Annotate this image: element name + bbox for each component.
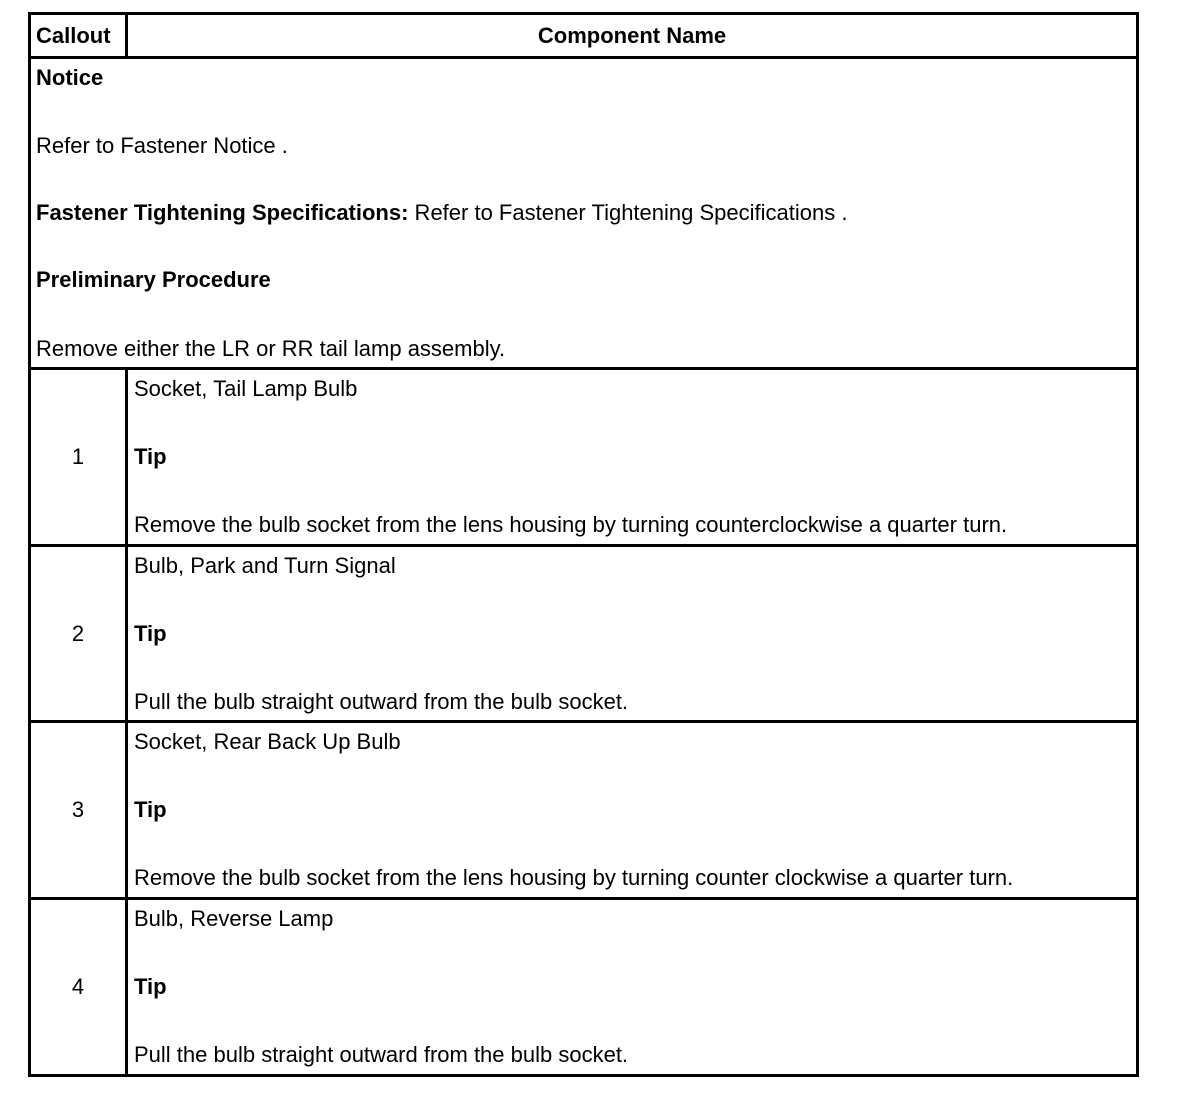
column-divider: [125, 900, 128, 1074]
fastener-spec-line: [36, 200, 847, 226]
tip-label: Tip: [134, 444, 167, 469]
procedure-table: [28, 12, 1139, 1077]
component-name: Socket, Tail Lamp Bulb: [134, 376, 358, 401]
tip-text: Remove the bulb socket from the lens housing by turning counterclockwise a quarter turn.: [134, 512, 1008, 537]
notice-section: [31, 59, 1136, 368]
tip-label: Tip: [134, 797, 167, 822]
header-component-name: Component Name: [537, 23, 727, 48]
tip-label: Tip: [134, 621, 167, 646]
table-row: [31, 900, 1136, 1074]
tip-text: Pull the bulb straight outward from the bulb socket.: [134, 1042, 629, 1067]
column-divider: [125, 370, 128, 544]
tip-label: Tip: [134, 974, 167, 999]
callout-number: 1: [71, 444, 85, 469]
notice-heading: Notice: [36, 65, 104, 90]
header-callout: Callout: [36, 23, 111, 48]
callout-number: 4: [71, 974, 85, 999]
table-row: [31, 547, 1136, 721]
fastener-spec-label: Fastener Tightening Specifications:: [36, 200, 409, 225]
column-divider: [125, 547, 128, 721]
table-header-row: [31, 15, 1136, 57]
table-row: [31, 723, 1136, 897]
fastener-spec-text: Refer to Fastener Tightening Specifications .: [408, 200, 848, 225]
component-name: Socket, Rear Back Up Bulb: [134, 729, 401, 754]
callout-number: 3: [71, 797, 85, 822]
preliminary-procedure-text: Remove either the LR or RR tail lamp assembly.: [36, 336, 506, 361]
notice-text: Refer to Fastener Notice .: [36, 133, 288, 158]
component-name: Bulb, Reverse Lamp: [134, 906, 334, 931]
component-name: Bulb, Park and Turn Signal: [134, 553, 396, 578]
tip-text: Remove the bulb socket from the lens housing by turning counter clockwise a quarter turn.: [134, 865, 1014, 890]
column-divider: [125, 723, 128, 897]
header-column-divider: [125, 15, 128, 57]
tip-text: Pull the bulb straight outward from the bulb socket.: [134, 689, 629, 714]
preliminary-procedure-heading: Preliminary Procedure: [36, 267, 271, 292]
table-row: [31, 370, 1136, 544]
callout-number: 2: [71, 621, 85, 646]
